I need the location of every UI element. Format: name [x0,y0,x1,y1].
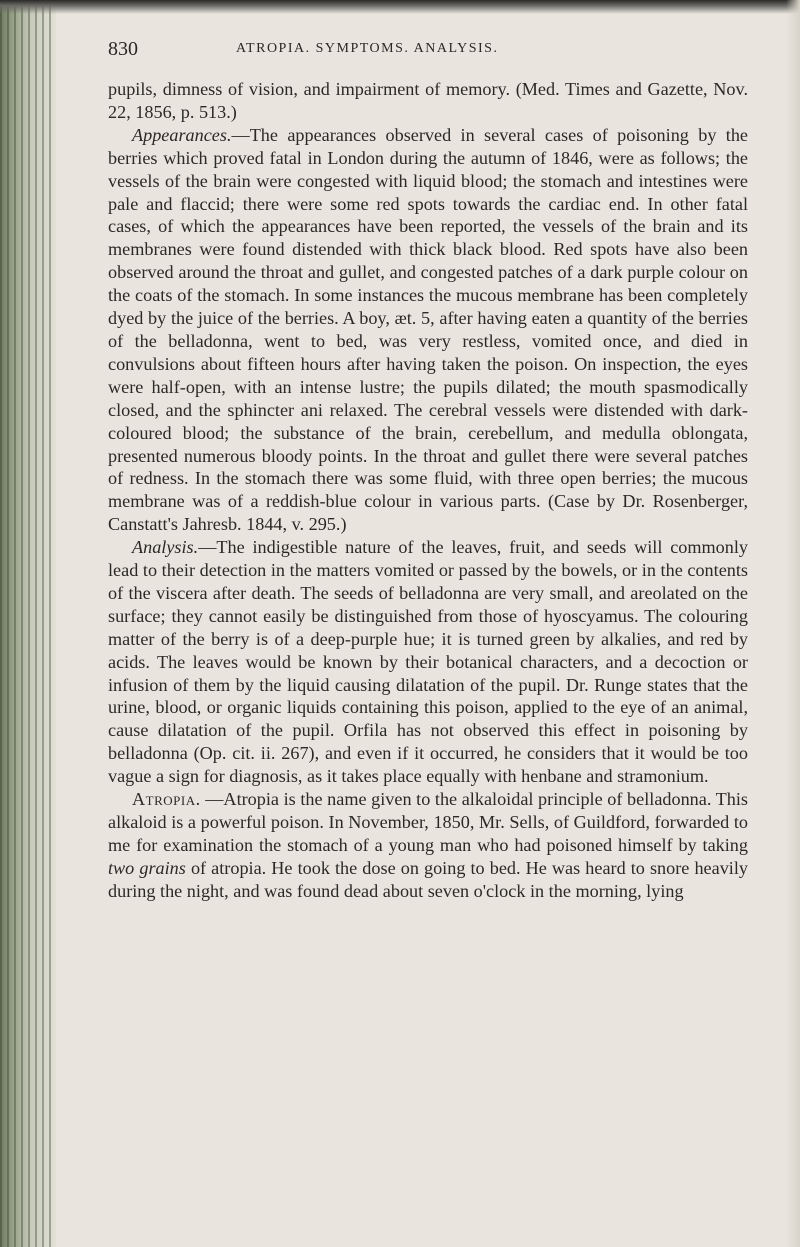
paragraph-continuation [108,78,748,124]
book-binding [0,0,56,1247]
section-heading-analysis: Analysis. [132,537,199,558]
paragraph-text: —The appearances observed in several cases of poisoning by the berries which proved fatal in London during the autumn of 1846, were as follows; the vessels of the brain were congested with liquid blood; the stomach and intestines were pale and flaccid; there were some red spots towards the cardiac end. In other fatal cases, of which the appearances have been reported, the vessels of the brain and its membranes were found distended with thick black blood. Red spots have also been observed around the throat and gullet, and congested patches of a dark purple colour on the coats of the stomach. In some instances the mucous membrane has been completely dyed by the juice of the berries. A boy, æt. 5, after having eaten a quantity of the berries of the belladonna, went to bed, was very restless, vomited once, and died in convulsions about fifteen hours after having taken the poison. On inspection, the eyes were half-open, with an intense lustre; the pupils dilated; the mouth spasmodically closed, and the sphincter ani relaxed. The cerebral vessels were distended with dark-coloured blood; the substance of the brain, cerebellum, and medulla oblongata, presented numerous bloody points. In the throat and gullet there were several patches of redness. In the stomach there was some fluid, with three open berries; the mucous membrane was of a reddish-blue colour in various parts. (Case by Dr. Rosenberger, Canstatt's Jahresb. 1844, v. 295.) [108,124,748,535]
paragraph-analysis [108,536,748,788]
paragraph-text: —The indigestible nature of the leaves, fruit, and seeds will commonly lead to their detection in the matters vomited or passed by the bowels, or in the contents of the viscera after death. The seeds of belladonna are very small, and areolated on the surface; they cannot easily be distinguished from those of hyoscyamus. The colouring matter of the berry is of a deep-purple hue; it is turned green by alkalies, and red by acids. The leaves would be known by their botanical characters, and a decoction or infusion of them by the liquid causing dilatation of the pupil. Dr. Runge states that the urine, blood, or organic liquids containing this poison, applied to the eye of an animal, cause dilatation of the pupil. Orfila has not observed this effect in poisoning by belladonna (Op. cit. ii. 267), and even if it occurred, he considers that it would be too vague a sign for diagnosis, as it takes place equally with henbane and stramonium. [108,537,748,787]
page-header [108,38,748,62]
page-number: 830 [108,38,138,60]
paragraph-text: —Atropia is the name given to the alkaloidal principle of belladonna. This alkaloid is a powerful poison. In November, 1850, Mr. Sells, of Guildford, forwarded to me for examination the stomach of a young man who had poisoned himself by taking [108,789,748,855]
paragraph-text: of atropia. He took the dose on going to bed. He was heard to snore heavily during the night, and was found dead about seven o'clock in the morning, lying [108,857,748,901]
paragraph-emphasis: two grains [108,857,186,878]
page-right-edge [786,0,800,1247]
paragraph-text: pupils, dimness of vision, and impairment of memory. (Med. Times and Gazette, Nov. 22, 1856, p. 513.) [108,79,748,122]
page-top-shadow [0,0,800,14]
paragraph-appearances [108,124,748,536]
paragraph-atropia [108,788,748,903]
section-heading-appearances: Appearances. [132,124,232,145]
running-head: ATROPIA. SYMPTOMS. ANALYSIS. [236,41,499,56]
section-heading-atropia: Atropia. [132,789,201,810]
body-text [108,78,748,903]
